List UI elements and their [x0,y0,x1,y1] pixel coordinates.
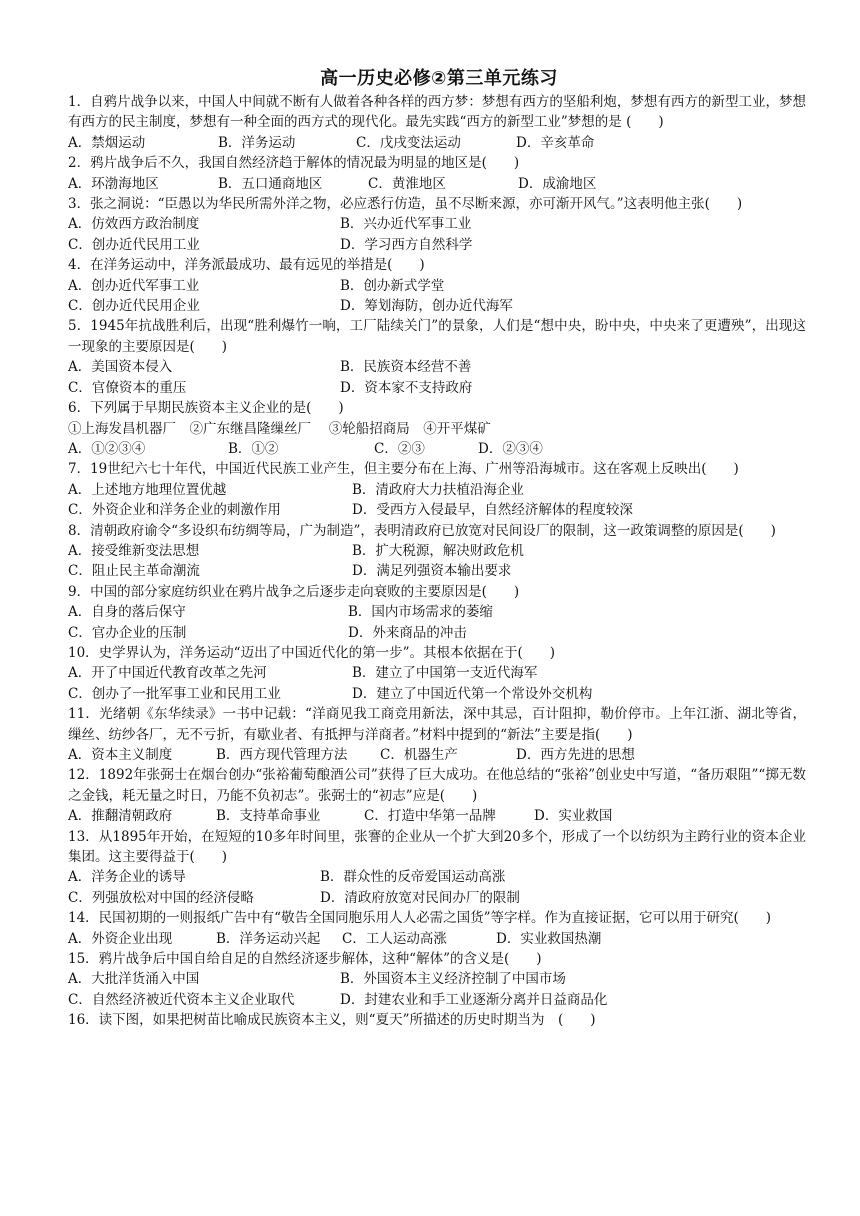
option-row [68,969,806,989]
option-c: C．机器生产 [380,747,458,763]
option-b: B．清政府大力扶植沿海企业 [352,481,524,498]
option-d: D．受西方入侵最早，自然经济解体的程度较深 [352,502,633,519]
option-d: D．②③④ [478,440,543,457]
option-b: B．支持革命事业 [216,808,321,825]
option-c: C．阻止民主革命潮流 [68,563,200,580]
question-stem: 3．张之洞说：“臣愚以为华民所需外洋之物，必应悉行仿造，虽不尽断来源，亦可渐开风气。”这表明他主张( ) [68,196,743,213]
question-stem: 2．鸦片战争后不久，我国自然经济趋于解体的情况最为明显的地区是( ) [68,155,520,172]
question-1 [68,92,806,153]
option-d: D．西方先进的思想 [516,747,635,763]
option-row [68,990,806,1010]
question-stem: 4．在洋务运动中，洋务派最成功、最有远见的举措是( ) [68,257,425,274]
option-d: D．学习西方自然科学 [340,236,473,253]
question-stem: 11．光绪朝《东华续录》一书中记载：“洋商见我工商竞用新法，深中其忌，百计阻抑，勒价停市。上年江浙、湖北等省，缫丝、纺纱各厂，无不亏折，有歇业者、有抵押与洋商者。”材料中提到的“新法”主要是指( ) [68,706,806,743]
option-a: A．洋务企业的诱导 [68,869,186,886]
option-b: B．洋务运动 [218,134,296,151]
option-a: A．上述地方地理位置优越 [68,481,227,498]
option-a: A．资本主义制度 [68,747,173,763]
option-d: D．实业救国热潮 [496,930,602,947]
question-14 [68,908,806,949]
option-a: A．开了中国近代教育改革之先河 [68,665,267,682]
question-stem: 15．鸦片战争后中国自给自足的自然经济逐步解体，这种“解体”的含义是( ) [68,951,542,968]
option-c: C．自然经济被近代资本主义企业取代 [68,991,295,1008]
option-row [68,888,806,908]
question-stem: 7．19世纪六七十年代，中国近代民族工业产生，但主要分布在上海、广州等沿海城市。这在客观上反映出( ) [68,461,739,478]
question-6 [68,398,806,459]
question-5 [68,316,806,398]
question-stem: 6．下列属于早期民族资本主义企业的是( ) [68,400,344,417]
option-row [68,500,806,520]
option-row [68,602,806,622]
option-b: B．五口通商地区 [218,175,323,192]
option-a: A．创办近代军事工业 [68,277,200,294]
option-row [68,296,806,316]
option-d: D．满足列强资本输出要求 [352,563,512,580]
question-7 [68,459,806,520]
option-a: A．自身的落后保守 [68,604,186,621]
option-d: D．清政府放宽对民间办厂的限制 [320,889,520,906]
option-row [68,541,806,561]
option-row [68,133,806,153]
option-a: A．①②③④ [68,440,146,457]
option-c: C．创办近代民用企业 [68,298,200,315]
option-row [68,929,806,949]
option-c: C．列强放松对中国的经济侵略 [68,889,254,906]
option-a: A．接受维新变法思想 [68,542,200,559]
option-a: A．环渤海地区 [68,175,159,192]
option-b: B．群众性的反帝爱国运动高涨 [320,869,506,886]
option-d: D．成渝地区 [518,175,597,192]
option-c: C．打造中华第一品牌 [364,808,496,825]
option-row [68,174,806,194]
option-row [68,663,806,683]
option-c: C．②③ [374,440,425,457]
option-a: A．禁烟运动 [68,134,146,151]
option-b: B．国内市场需求的萎缩 [348,604,493,621]
page-title: 高一历史必修②第三单元练习 [320,68,558,89]
question-stem: 8．清朝政府谕令“多设织布纺绸等局，广为制造”，表明清政府已放宽对民间设厂的限制，这一政策调整的原因是( ) [68,522,776,539]
option-d: D．辛亥革命 [516,134,595,151]
question-13 [68,827,806,909]
question-stem: 13．从1895年开始，在短短的10多年时间里，张謇的企业从一个扩大到20多个，形成了一个以纺织为主跨行业的资本企业集团。这主要得益于( ) [68,828,806,866]
question-2 [68,153,806,194]
question-10 [68,643,806,704]
question-stem: 1．自鸦片战争以来，中国人中间就不断有人做着各种各样的西方梦：梦想有西方的坚船利炮，梦想有西方的新型工业，梦想有西方的民主制度，梦想有一种全面的西方式的现代化。最先实践“西方的新型工业”梦想的是 ( ) [68,94,806,131]
option-d: D．外来商品的冲击 [348,624,467,641]
option-b: B．兴办近代军事工业 [340,216,472,233]
option-d: D．资本家不支持政府 [340,379,473,396]
question-stem: 10．史学界认为，洋务运动“迈出了中国近代化的第一步”。其根本依据在于( ) [68,644,556,661]
question-3 [68,194,806,255]
option-b: B．外国资本主义经济控制了中国市场 [340,971,566,988]
option-a: A．外资企业出现 [68,930,173,947]
option-c: C．戊戌变法运动 [356,134,461,151]
option-c: C．创办近代民用工业 [68,236,200,253]
option-b: B．民族资本经营不善 [340,359,472,376]
option-b: B．创办新式学堂 [340,277,445,294]
option-row [68,623,806,643]
option-b: B．洋务运动兴起 [216,930,321,947]
option-d: D．建立了中国近代第一个常设外交机构 [352,685,593,702]
option-d: D．封建农业和手工业逐渐分离并日益商品化 [340,991,608,1008]
question-items: ①上海发昌机器厂 ②广东继昌隆缫丝厂 ③轮船招商局 ④开平煤矿 [68,420,491,437]
option-row [68,745,806,765]
option-a: A．仿效西方政治制度 [68,216,200,233]
option-c: C．工人运动高涨 [342,930,447,947]
option-a: A．美国资本侵入 [68,359,173,376]
option-c: C．官僚资本的重压 [68,379,187,396]
question-stem: 12．1892年张弼士在烟台创办“张裕葡萄酿酒公司”获得了巨大成功。在他总结的“张裕”创业史中写道，“备历艰阻”“掷无数之金钱，耗无量之时日，乃能不负初志”。张弼士的“初志”应是( ) [68,767,806,804]
question-9 [68,582,806,643]
option-c: C．外资企业和洋务企业的刺激作用 [68,502,281,519]
question-11 [68,704,806,765]
option-b: B．西方现代管理方法 [216,747,348,763]
question-15 [68,949,806,1010]
question-16 [68,1010,806,1030]
option-b: B．①② [228,440,279,457]
option-a: A．推翻清朝政府 [68,808,173,825]
option-c: C．黄淮地区 [368,175,446,192]
option-row [68,214,806,234]
option-row [68,480,806,500]
option-row [68,867,806,887]
option-row [68,235,806,255]
question-stem: 16．读下图，如果把树苗比喻成民族资本主义，则“夏天”所描述的历史时期当为 ( ) [68,1012,596,1029]
option-b: B．建立了中国第一支近代海军 [352,665,538,682]
option-row [68,561,806,581]
option-row [68,357,806,377]
question-4 [68,255,806,316]
question-8 [68,521,806,582]
option-row [68,276,806,296]
option-d: D．筹划海防，创办近代海军 [340,298,513,315]
option-d: D．实业救国 [534,808,613,825]
option-c: C．创办了一批军事工业和民用工业 [68,685,281,702]
option-row [68,439,806,459]
option-b: B．扩大税源，解决财政危机 [352,542,524,559]
question-stem: 9．中国的部分家庭纺织业在鸦片战争之后逐步走向衰败的主要原因是( ) [68,583,520,600]
option-c: C．官办企业的压制 [68,624,187,641]
option-a: A．大批洋货涌入中国 [68,971,200,988]
question-stem: 14．民国初期的一则报纸广告中有“敬告全国同胞乐用人人必需之国货”等字样。作为直接证据，它可以用于研究( ) [68,910,772,927]
question-stem: 5．1945年抗战胜利后，出现“胜利爆竹一响，工厂陆续关门”的景象，人们是“想中央，盼中央，中央来了更遭殃”，出现这一现象的主要原因是( ) [68,318,806,355]
question-12 [68,765,806,826]
option-row [68,378,806,398]
option-row [68,684,806,704]
option-row [68,806,806,826]
